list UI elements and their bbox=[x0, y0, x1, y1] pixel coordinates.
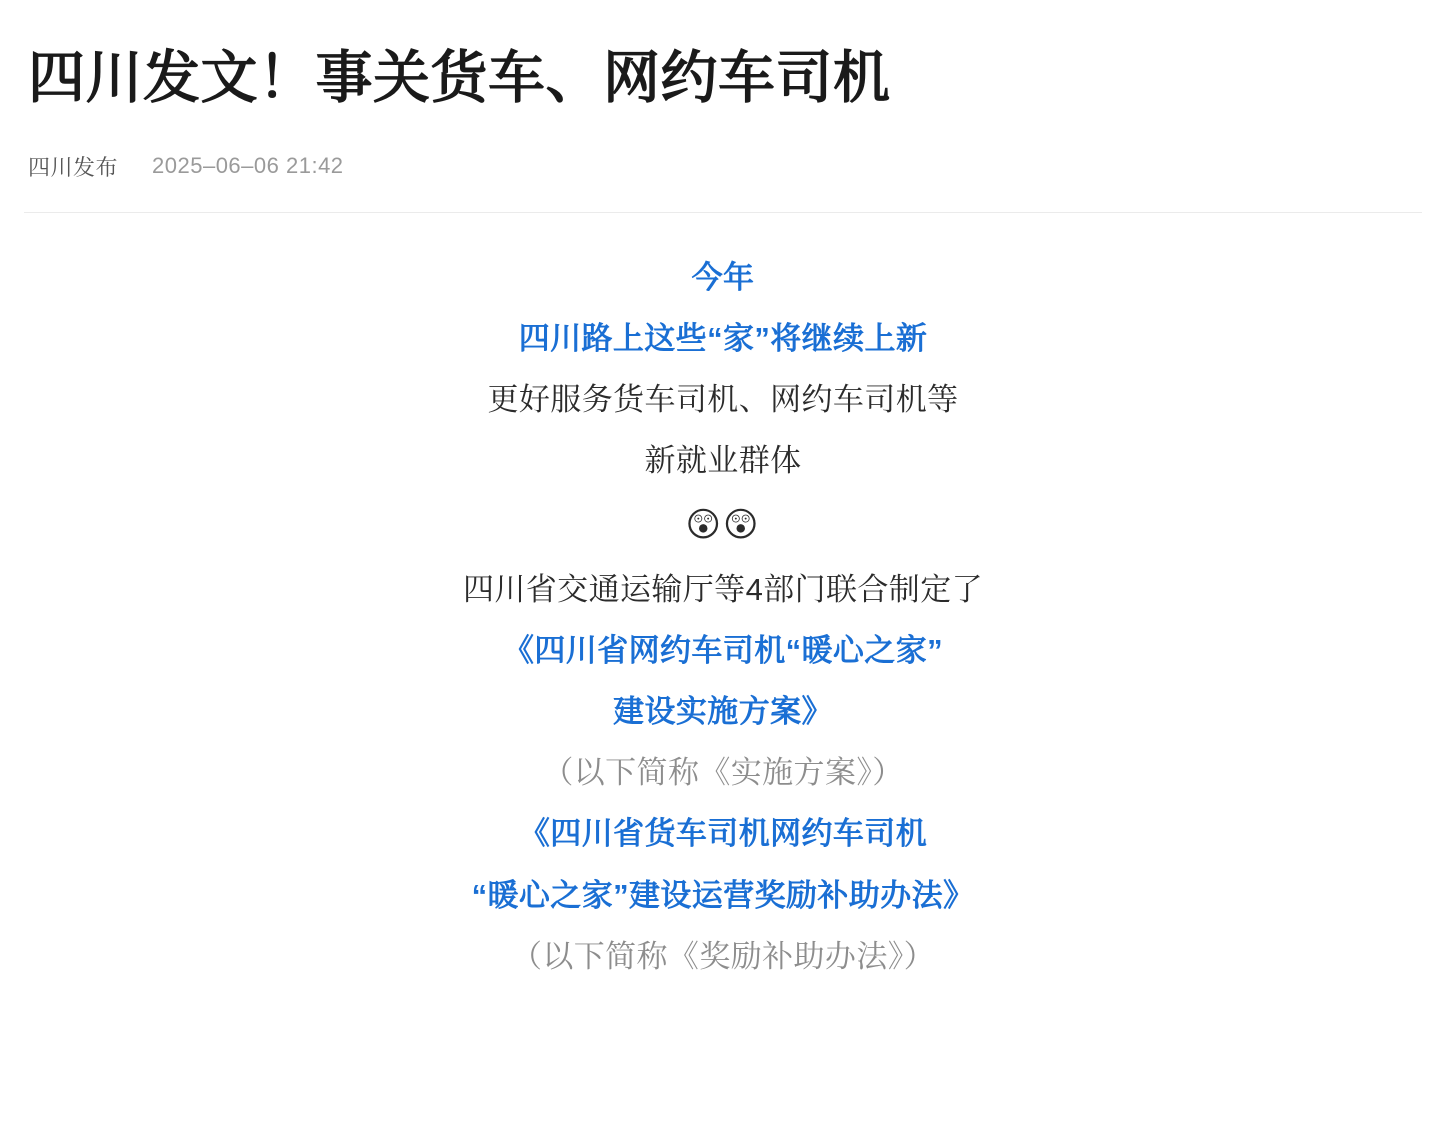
article-paragraph: 四川路上这些“家”将继续上新 bbox=[518, 321, 928, 357]
article-body bbox=[24, 213, 1422, 1027]
article-paragraph: 《四川省货车司机网约车司机 bbox=[518, 816, 928, 852]
article-paragraph: “暖心之家”建设运营奖励补助办法》 bbox=[471, 877, 975, 913]
article-paragraph: 建设实施方案》 bbox=[613, 694, 833, 730]
article-source[interactable]: 四川发布 bbox=[28, 154, 119, 180]
article-timestamp: 2025–06–06 21:42 bbox=[152, 153, 344, 179]
article-paragraph: 四川省交通运输厅等4部门联合制定了 bbox=[462, 572, 984, 608]
article-paragraph: （以下简称《奖励补助办法》） bbox=[510, 938, 936, 974]
astonished-face-emoji: 😲😲 bbox=[685, 506, 761, 545]
article-paragraph: 新就业群体 bbox=[644, 443, 802, 479]
article-paragraph: 更好服务货车司机、网约车司机等 bbox=[487, 382, 959, 418]
article-paragraph: 今年 bbox=[691, 259, 755, 295]
article-meta bbox=[24, 115, 1422, 213]
article-paragraph: （以下简称《实施方案》） bbox=[542, 755, 904, 791]
page-title: 四川发文！事关货车、网约车司机 bbox=[28, 46, 891, 110]
article-paragraph: 《四川省网约车司机“暖心之家” bbox=[503, 633, 943, 669]
article-container bbox=[0, 42, 1446, 1027]
